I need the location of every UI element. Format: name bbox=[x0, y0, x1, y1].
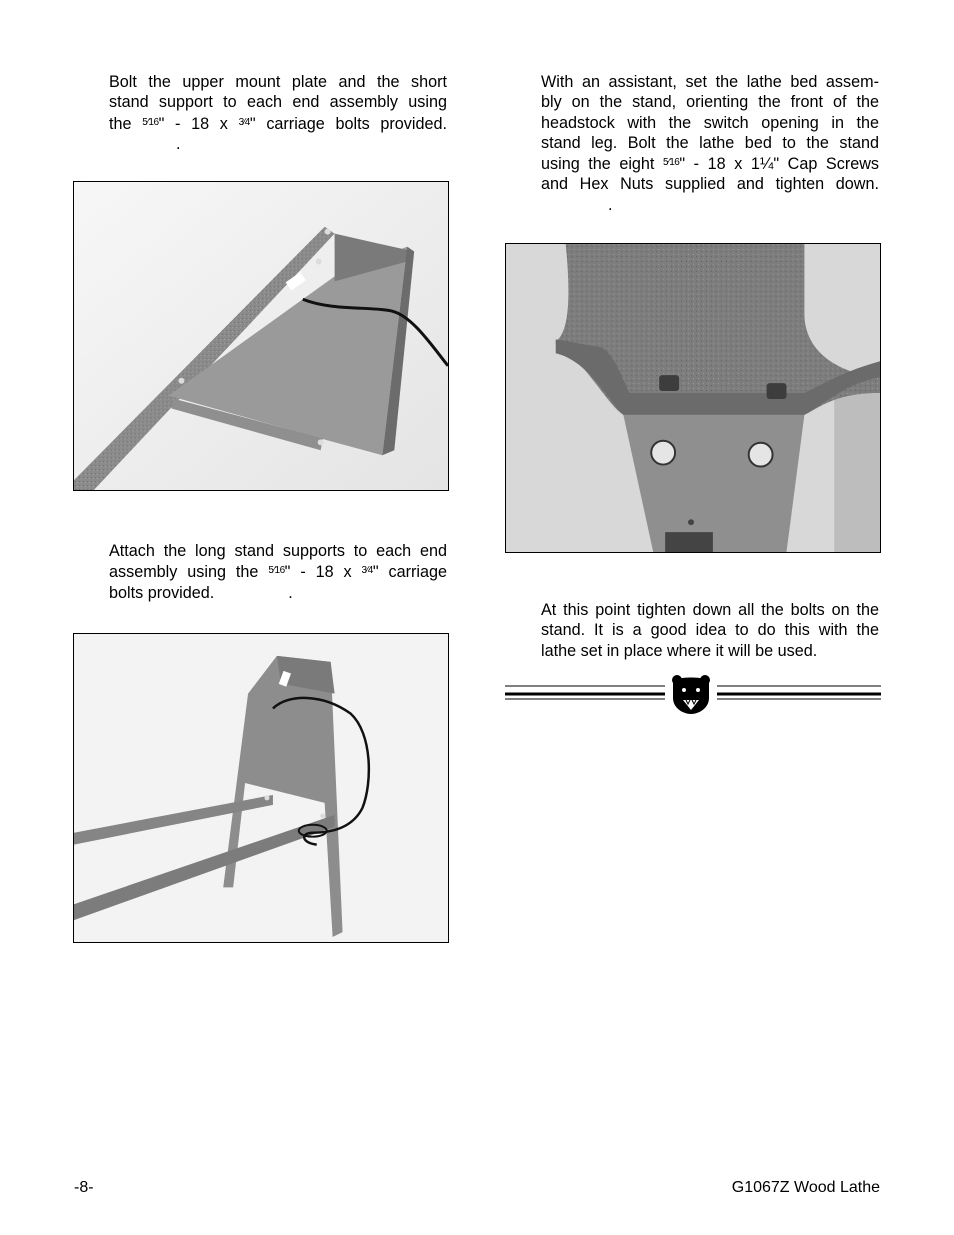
step2-line1: Attach the long stand supports to each end bbox=[109, 542, 447, 560]
step4-line1: At this point tighten down all the bolts on the bbox=[541, 601, 879, 619]
lathe-bed-illustration bbox=[506, 244, 880, 552]
divider-graphic bbox=[505, 674, 881, 716]
fraction: 3⁄4 bbox=[238, 116, 250, 128]
step3-line5 bbox=[541, 153, 879, 174]
step3-line4: stand leg. Bolt the lathe bed to the stand bbox=[541, 133, 879, 152]
step1-line4-period: . bbox=[176, 134, 181, 153]
step1-line3-mid: " - 18 x bbox=[158, 114, 239, 133]
step1-line1: Bolt the upper mount plate and the short bbox=[109, 73, 447, 91]
step3-line1: With an assistant, set the lathe bed assem- bbox=[541, 73, 879, 91]
photo-long-stand-supports bbox=[73, 633, 449, 943]
step3-line7-period: . bbox=[608, 195, 613, 214]
step2-line2 bbox=[109, 561, 447, 582]
step3-line2: bly on the stand, orienting the front of the bbox=[541, 93, 879, 112]
fraction: 5⁄16 bbox=[142, 116, 159, 128]
step1-line4 bbox=[109, 134, 447, 154]
step2-line2-pre: assembly using the bbox=[109, 563, 269, 582]
step3-line5-pre: using the eight bbox=[541, 155, 663, 174]
step3-line6: and Hex Nuts supplied and tighten down. bbox=[541, 175, 879, 194]
step3-line5-post: " - 18 x 1¼" Cap Screws bbox=[679, 155, 879, 174]
section-divider bbox=[505, 674, 881, 716]
end-assembly-illustration bbox=[74, 182, 448, 490]
step2-text bbox=[109, 541, 447, 603]
step1-text bbox=[109, 72, 447, 154]
product-name: G1067Z Wood Lathe bbox=[731, 1179, 880, 1196]
fraction: 5⁄16 bbox=[268, 565, 285, 577]
fraction: 5⁄16 bbox=[663, 157, 680, 169]
step1-line3 bbox=[109, 113, 447, 134]
step3-text bbox=[541, 72, 879, 215]
step4-line3: lathe set in place where it will be used. bbox=[541, 641, 818, 660]
step2-line2-post: " carriage bbox=[372, 563, 447, 582]
photo-end-assembly bbox=[73, 181, 449, 491]
step2-line2-mid: " - 18 x bbox=[284, 563, 362, 582]
step2-line3-text: bolts provided. bbox=[109, 583, 215, 602]
photo-lathe-bed-on-stand bbox=[505, 243, 881, 553]
step1-line2: stand support to each end assembly using bbox=[109, 93, 447, 112]
step4-line2: stand. It is a good idea to do this with the bbox=[541, 621, 879, 640]
step4-text bbox=[541, 600, 879, 661]
step1-line3-post: " carriage bolts provided. bbox=[249, 114, 447, 133]
page-number: -8- bbox=[74, 1179, 94, 1196]
step3-line7 bbox=[541, 195, 879, 215]
step1-line3-pre: the bbox=[109, 114, 143, 133]
bear-logo-icon bbox=[672, 675, 710, 714]
stand-supports-illustration bbox=[74, 634, 448, 942]
fraction: 3⁄4 bbox=[361, 565, 373, 577]
step3-line3: headstock with the switch opening in the bbox=[541, 113, 879, 132]
step2-line3 bbox=[109, 583, 447, 603]
step2-line3-period: . bbox=[288, 583, 293, 602]
